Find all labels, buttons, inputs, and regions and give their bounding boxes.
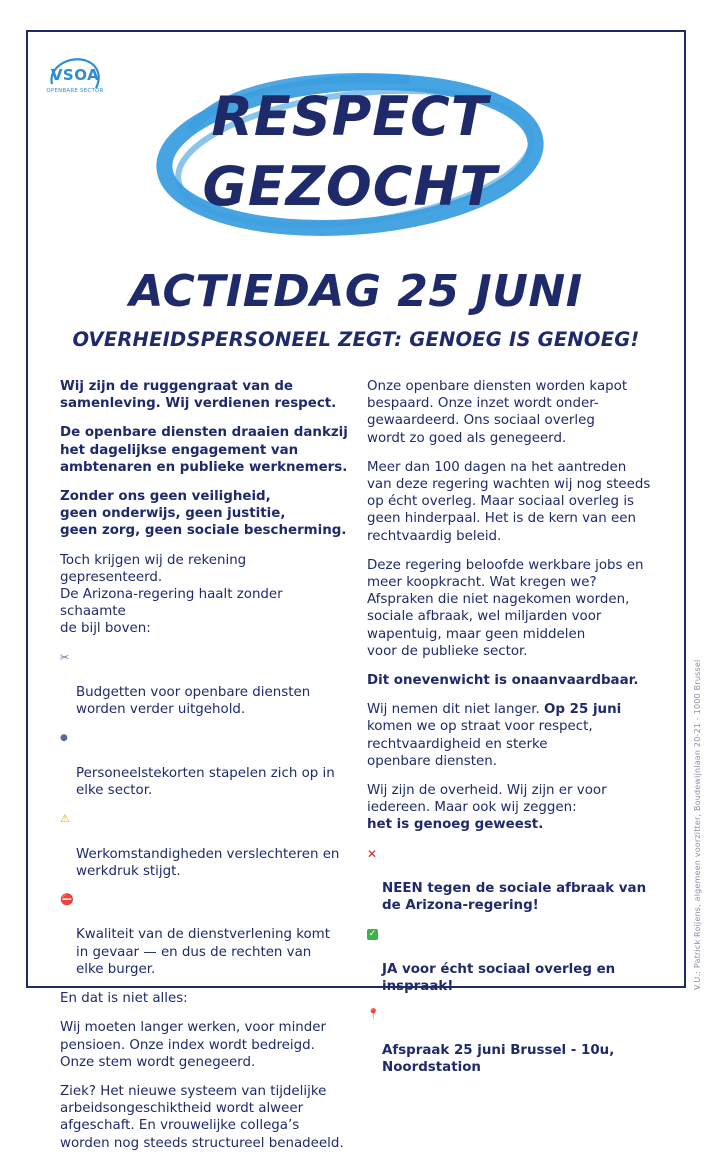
bullet-text: Personeelstekorten stapelen zich op in elke sector. xyxy=(76,765,335,799)
paragraph-4: Ziek? Het nieuwe systeem van tijdelijke arbeidsongeschiktheid wordt alweer afgeschaft. En vrouwelijke collega’s worden nog steeds structureel benadeeld. xyxy=(60,1083,344,1151)
scissors-icon: ✂ xyxy=(60,650,70,664)
vsoa-logo xyxy=(44,54,106,104)
call-text: NEEN tegen de sociale afbraak van de Arizona-regering! xyxy=(382,881,647,914)
left-column xyxy=(60,378,350,1164)
paragraph-6: Meer dan 100 dagen na het aantreden van deze regering wachten wij nog steeds op écht overleg. Maar sociaal overleg is geen hinderpaal. Het is de kern van een rechtvaardig beleid. xyxy=(367,459,651,544)
logo-name: VSOA xyxy=(50,66,100,84)
paragraph-3: Wij moeten langer werken, voor minder pensioen. Onze index wordt bedreigd. Onze stem wordt genegeerd. xyxy=(60,1020,327,1070)
paragraph-5: Onze openbare diensten worden kapot bespaard. Onze inzet wordt onder- gewaardeerd. Ons sociaal overleg wordt zo goed als genegeerd. xyxy=(367,379,628,446)
text-run-bold: het is genoeg geweest. xyxy=(367,817,544,833)
bullet-text: Budgetten voor openbare diensten worden verder uitgehold. xyxy=(76,685,311,718)
paragraph-10 xyxy=(367,782,657,834)
paragraph-7: Deze regering beloofde werkbare jobs en meer koopkracht. Wat kregen we? Afspraken die niet nagekomen worden, sociale afbraak, wel miljarden voor wapentuig, maar geen middelen voor de publieke sector. xyxy=(367,557,644,659)
call-item xyxy=(367,1007,657,1076)
intro-2: De openbare diensten draaien dankzij het dagelijkse engagement van ambtenaren en publieke werknemers. xyxy=(60,425,348,475)
paragraph-9 xyxy=(367,701,657,770)
intro-3: Zonder ons geen veiligheid, geen onderwijs, geen justitie, geen zorg, geen sociale bescherming. xyxy=(60,489,347,539)
publisher-note: V.U.: Patrick Roijens, algemeen voorzitter, Boudewijnlaan 20-21 - 1000 Brussel xyxy=(693,659,702,990)
people-icon: ● xyxy=(60,733,68,744)
call-item xyxy=(367,846,657,915)
check-icon xyxy=(367,927,379,941)
call-item xyxy=(367,926,657,995)
paragraph-1: Toch krijgen wij de rekening gepresenteerd. De Arizona-regering haalt zonder schaamte de bijl boven: xyxy=(60,552,283,637)
hero-line-2: GEZOCHT xyxy=(202,155,498,218)
list-item xyxy=(60,811,350,880)
paragraph-8: Dit onevenwicht is onaanvaardbaar. xyxy=(367,673,639,689)
bullet-text: Kwaliteit van de dienstverlening komt in gevaar — en dus de rechten van elke burger. xyxy=(76,927,330,977)
right-column xyxy=(367,378,657,1088)
hero-line-1: RESPECT xyxy=(211,85,489,148)
text-run-bold: Op 25 juni xyxy=(544,702,622,718)
warning-icon: ⚠ xyxy=(60,812,70,826)
check-box-glyph: ✓ xyxy=(368,929,377,940)
hero-title xyxy=(150,60,550,250)
paragraph-2: En dat is niet alles: xyxy=(60,991,188,1007)
pin-icon: 📍 xyxy=(367,1009,380,1021)
bullet-text: Werkomstandigheden verslechteren en werkdruk stijgt. xyxy=(76,846,340,879)
logo-subtitle: OPENBARE SECTOR xyxy=(46,88,104,94)
no-entry-icon: ⛔ xyxy=(60,893,74,907)
call-text: JA voor écht sociaal overleg en inspraak! xyxy=(382,961,616,995)
text-run: Wij zijn de overheid. Wij zijn er voor iedereen. Maar ook wij zeggen: xyxy=(367,783,607,816)
text-run: komen we op straat voor respect, rechtvaardigheid en sterke openbare diensten. xyxy=(367,719,593,769)
cross-icon: ✕ xyxy=(367,846,378,861)
list-item xyxy=(60,892,350,978)
subheadline: OVERHEIDSPERSONEEL ZEGT: GENOEG IS GENOEG! xyxy=(72,328,640,351)
text-run: Wij nemen dit niet langer. xyxy=(367,702,545,718)
list-item xyxy=(60,650,350,719)
call-text: Afspraak 25 juni Brussel - 10u, Noordstation xyxy=(382,1042,615,1075)
list-item xyxy=(60,730,350,799)
intro-1: Wij zijn de ruggengraat van de samenleving. Wij verdienen respect. xyxy=(60,379,337,412)
headline: ACTIEDAG 25 JUNI xyxy=(129,266,583,317)
